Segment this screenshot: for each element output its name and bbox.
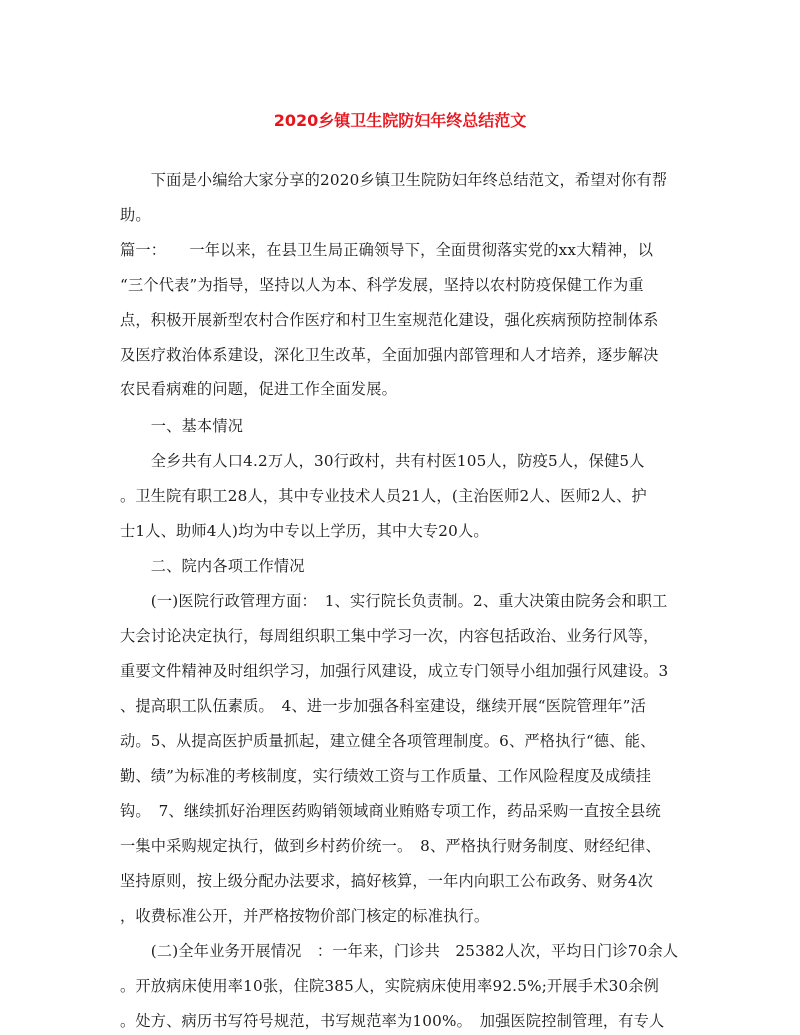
- body-line: 及医疗救治体系建设，深化卫生改革，全面加强内部管理和人才培养，逐步解决: [120, 346, 659, 364]
- body-line: 钩。 7、继续抓好治理医药购销领域商业贿赂专项工作，药品采购一直按全县统: [120, 802, 661, 820]
- document-title: 2020乡镇卫生院防妇年终总结范文: [273, 111, 527, 130]
- body-line: 助。: [120, 206, 151, 224]
- body-line: 一集中采购规定执行，做到乡村药价统一。 8、严格执行财务制度、财经纪律、: [120, 837, 661, 855]
- body-line: 士1人、助师4人)均为中专以上学历，其中大专20人。: [120, 522, 489, 540]
- body-line: 、提高职工队伍素质。 4、进一步加强各科室建设，继续开展“医院管理年”活: [120, 697, 646, 715]
- body-line: 全乡共有人口4.2万人，30行政村，共有村医105人，防疫5人，保健5人: [120, 452, 645, 470]
- body-line: 农民看病难的问题，促进工作全面发展。: [120, 380, 397, 398]
- body-line: 坚持原则，按上级分配办法要求，搞好核算，一年内向职工公布政务、财务4次: [120, 872, 654, 890]
- section-heading: 二、院内各项工作情况: [120, 557, 305, 575]
- body-line: ，收费标准公开，并严格按物价部门核定的标准执行。: [120, 907, 490, 925]
- section-heading: 一、基本情况: [120, 417, 244, 435]
- body-line: (二)全年业务开展情况 ：一年来，门诊共 25382人次，平均日门诊70余人: [120, 942, 679, 960]
- body-line: 勤、绩”为标准的考核制度，实行绩效工资与工作质量、工作风险程度及成绩挂: [120, 767, 652, 785]
- body-line: 下面是小编给大家分享的2020乡镇卫生院防妇年终总结范文，希望对你有帮: [120, 171, 668, 189]
- body-line: 大会讨论决定执行，每周组织职工集中学习一次，内容包括政治、业务行风等，: [120, 627, 659, 645]
- body-line: 。开放病床使用率10张，住院385人，实院病床使用率92.5%;开展手术30余例: [120, 977, 660, 995]
- body-line: 动。5、从提高医护质量抓起，建立健全各项管理制度。6、严格执行“德、能、: [120, 732, 656, 750]
- body-line: 重要文件精神及时组织学习，加强行风建设，成立专门领导小组加强行风建设。3: [120, 662, 669, 680]
- body-line: (一)医院行政管理方面： 1、实行院长负责制。2、重大决策由院务会和职工: [120, 592, 668, 610]
- body-line: 点，积极开展新型农村合作医疗和村卫生室规范化建设，强化疾病预防控制体系: [120, 311, 659, 329]
- body-line: 。处方、病历书写符号规范，书写规范率为100%。 加强医院控制管理，有专人: [120, 1012, 665, 1030]
- body-line: “三个代表”为指导，坚持以人为本、科学发展，坚持以农村防疫保健工作为重: [120, 276, 644, 294]
- body-line: 篇一： 一年以来，在县卫生局正确领导下，全面贯彻落实党的xx大精神，以: [120, 241, 654, 259]
- body-line: 。卫生院有职工28人，其中专业技术人员21人，(主治医师2人、医师2人、护: [120, 487, 647, 505]
